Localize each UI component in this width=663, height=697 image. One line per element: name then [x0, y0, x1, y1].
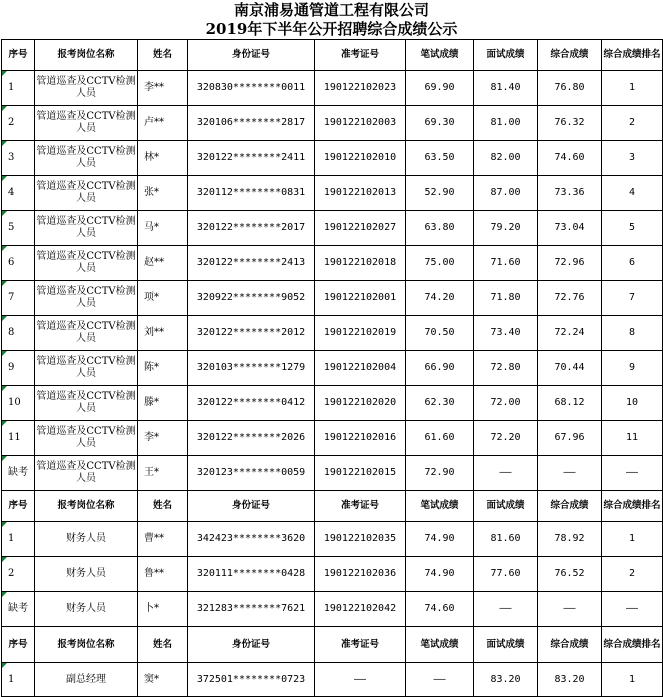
- cell-id-number: 320922********9052: [188, 281, 315, 316]
- cell-id-number: 320123********0059: [188, 456, 315, 491]
- cell-rank: 5: [602, 211, 663, 246]
- cell-interview-score: 72.20: [474, 421, 538, 456]
- cell-position: 管道巡查及CCTV检测人员: [35, 386, 138, 421]
- document-title: [0, 0, 663, 39]
- cell-written-score: 63.50: [406, 141, 474, 176]
- cell-total-score: 76.80: [538, 71, 602, 106]
- cell-id-number: 320830********0011: [188, 71, 315, 106]
- cell-written-score: 74.20: [406, 281, 474, 316]
- cell-total-score: 73.36: [538, 176, 602, 211]
- cell-rank: 11: [602, 421, 663, 456]
- cell-position: 财务人员: [35, 557, 138, 592]
- header-seq: 序号: [2, 40, 35, 71]
- cell-seq: 10: [2, 386, 35, 421]
- cell-interview-score: 79.20: [474, 211, 538, 246]
- cell-rank: 10: [602, 386, 663, 421]
- cell-exam-number: 190122102013: [315, 176, 406, 211]
- cell-name: 窦*: [138, 663, 188, 697]
- cell-exam-number: 190122102004: [315, 351, 406, 386]
- cell-id-number: 320122********2413: [188, 246, 315, 281]
- cell-seq: 7: [2, 281, 35, 316]
- cell-id-number: 320122********2411: [188, 141, 315, 176]
- cell-interview-score: 72.00: [474, 386, 538, 421]
- cell-exam-number: 190122102015: [315, 456, 406, 491]
- table-row: [2, 522, 663, 557]
- table-row: [2, 456, 663, 491]
- cell-written-score: 72.90: [406, 456, 474, 491]
- table-row: [2, 386, 663, 421]
- cell-rank: 2: [602, 106, 663, 141]
- header-position: 报考岗位名称: [35, 40, 138, 71]
- cell-exam-number: 190122102036: [315, 557, 406, 592]
- cell-position: 管道巡查及CCTV检测人员: [35, 141, 138, 176]
- cell-rank: 6: [602, 246, 663, 281]
- cell-total-score: 76.32: [538, 106, 602, 141]
- header-rank: 综合成绩排名: [602, 627, 663, 663]
- cell-position: 管道巡查及CCTV检测人员: [35, 176, 138, 211]
- cell-seq: 1: [2, 522, 35, 557]
- cell-rank: 4: [602, 176, 663, 211]
- cell-id-number: 320106********2817: [188, 106, 315, 141]
- company-name: 南京浦易通管道工程有限公司: [233, 1, 429, 19]
- cell-written-score: 69.30: [406, 106, 474, 141]
- table-header-row: [2, 491, 663, 522]
- cell-exam-number: ——: [315, 663, 406, 697]
- results-table: [1, 39, 663, 697]
- header-name: 姓名: [138, 627, 188, 663]
- cell-seq: 4: [2, 176, 35, 211]
- cell-exam-number: 190122102001: [315, 281, 406, 316]
- cell-exam-number: 190122102018: [315, 246, 406, 281]
- header-position: 报考岗位名称: [35, 491, 138, 522]
- cell-rank: 1: [602, 522, 663, 557]
- cell-written-score: 74.60: [406, 592, 474, 627]
- header-interview-score: 面试成绩: [474, 40, 538, 71]
- header-rank: 综合成绩排名: [602, 491, 663, 522]
- cell-position: 财务人员: [35, 522, 138, 557]
- cell-interview-score: ——: [474, 456, 538, 491]
- cell-total-score: 78.92: [538, 522, 602, 557]
- table-row: [2, 246, 663, 281]
- cell-position: 财务人员: [35, 592, 138, 627]
- header-name: 姓名: [138, 40, 188, 71]
- cell-rank: 3: [602, 141, 663, 176]
- cell-position: 管道巡查及CCTV检测人员: [35, 281, 138, 316]
- cell-name: 王*: [138, 456, 188, 491]
- cell-exam-number: 190122102035: [315, 522, 406, 557]
- cell-rank: ——: [602, 592, 663, 627]
- table-row: [2, 663, 663, 697]
- cell-name: 赵**: [138, 246, 188, 281]
- cell-seq: 5: [2, 211, 35, 246]
- cell-id-number: 372501********0723: [188, 663, 315, 697]
- cell-position: 副总经理: [35, 663, 138, 697]
- cell-written-score: 74.90: [406, 522, 474, 557]
- cell-exam-number: 190122102019: [315, 316, 406, 351]
- header-seq: 序号: [2, 627, 35, 663]
- cell-position: 管道巡查及CCTV检测人员: [35, 211, 138, 246]
- cell-interview-score: 83.20: [474, 663, 538, 697]
- cell-name: 卢**: [138, 106, 188, 141]
- cell-exam-number: 190122102003: [315, 106, 406, 141]
- table-row: [2, 557, 663, 592]
- cell-rank: ——: [602, 456, 663, 491]
- cell-rank: 1: [602, 663, 663, 697]
- cell-position: 管道巡查及CCTV检测人员: [35, 246, 138, 281]
- table-row: [2, 316, 663, 351]
- cell-written-score: 70.50: [406, 316, 474, 351]
- cell-exam-number: 190122102010: [315, 141, 406, 176]
- cell-total-score: 72.24: [538, 316, 602, 351]
- cell-id-number: 342423********3620: [188, 522, 315, 557]
- cell-position: 管道巡查及CCTV检测人员: [35, 351, 138, 386]
- cell-seq: 3: [2, 141, 35, 176]
- cell-seq: 2: [2, 106, 35, 141]
- cell-written-score: 63.80: [406, 211, 474, 246]
- header-rank: 综合成绩排名: [602, 40, 663, 71]
- header-interview-score: 面试成绩: [474, 491, 538, 522]
- cell-name: 鲁**: [138, 557, 188, 592]
- cell-interview-score: 71.60: [474, 246, 538, 281]
- cell-total-score: 70.44: [538, 351, 602, 386]
- cell-interview-score: 82.00: [474, 141, 538, 176]
- header-id-number: 身份证号: [188, 40, 315, 71]
- table-row: [2, 176, 663, 211]
- cell-seq: 6: [2, 246, 35, 281]
- cell-id-number: 320111********0428: [188, 557, 315, 592]
- cell-interview-score: 71.80: [474, 281, 538, 316]
- cell-written-score: 75.00: [406, 246, 474, 281]
- cell-rank: 1: [602, 71, 663, 106]
- cell-exam-number: 190122102023: [315, 71, 406, 106]
- cell-rank: 8: [602, 316, 663, 351]
- header-seq: 序号: [2, 491, 35, 522]
- cell-total-score: 76.52: [538, 557, 602, 592]
- cell-name: 李**: [138, 71, 188, 106]
- cell-total-score: 74.60: [538, 141, 602, 176]
- cell-name: 刘**: [138, 316, 188, 351]
- header-exam-number: 准考证号: [315, 627, 406, 663]
- cell-name: 卜*: [138, 592, 188, 627]
- cell-total-score: 72.76: [538, 281, 602, 316]
- cell-name: 张*: [138, 176, 188, 211]
- cell-name: 林*: [138, 141, 188, 176]
- announcement-title: 2019年下半年公开招聘综合成绩公示: [205, 20, 458, 38]
- table-row: [2, 71, 663, 106]
- cell-exam-number: 190122102020: [315, 386, 406, 421]
- header-id-number: 身份证号: [188, 491, 315, 522]
- header-name: 姓名: [138, 491, 188, 522]
- cell-id-number: 320122********2012: [188, 316, 315, 351]
- table-row: [2, 141, 663, 176]
- cell-exam-number: 190122102027: [315, 211, 406, 246]
- cell-position: 管道巡查及CCTV检测人员: [35, 456, 138, 491]
- cell-rank: 2: [602, 557, 663, 592]
- cell-interview-score: 73.40: [474, 316, 538, 351]
- header-total-score: 综合成绩: [538, 627, 602, 663]
- cell-name: 曹**: [138, 522, 188, 557]
- table-row: [2, 106, 663, 141]
- header-total-score: 综合成绩: [538, 491, 602, 522]
- cell-seq: 缺考: [2, 592, 35, 627]
- cell-written-score: 74.90: [406, 557, 474, 592]
- cell-total-score: ——: [538, 592, 602, 627]
- cell-position: 管道巡查及CCTV检测人员: [35, 316, 138, 351]
- cell-seq: 1: [2, 71, 35, 106]
- cell-id-number: 320112********0831: [188, 176, 315, 211]
- cell-total-score: ——: [538, 456, 602, 491]
- cell-interview-score: 81.00: [474, 106, 538, 141]
- cell-written-score: ——: [406, 663, 474, 697]
- table-header-row: [2, 40, 663, 71]
- table-row: [2, 211, 663, 246]
- cell-id-number: 320103********1279: [188, 351, 315, 386]
- cell-interview-score: 81.60: [474, 522, 538, 557]
- cell-interview-score: 77.60: [474, 557, 538, 592]
- cell-total-score: 72.96: [538, 246, 602, 281]
- header-written-score: 笔试成绩: [406, 627, 474, 663]
- cell-seq: 缺考: [2, 456, 35, 491]
- cell-name: 陈*: [138, 351, 188, 386]
- header-exam-number: 准考证号: [315, 40, 406, 71]
- cell-name: 项*: [138, 281, 188, 316]
- header-position: 报考岗位名称: [35, 627, 138, 663]
- cell-written-score: 66.90: [406, 351, 474, 386]
- cell-id-number: 320122********2017: [188, 211, 315, 246]
- cell-total-score: 67.96: [538, 421, 602, 456]
- cell-interview-score: 72.80: [474, 351, 538, 386]
- cell-total-score: 73.04: [538, 211, 602, 246]
- cell-seq: 8: [2, 316, 35, 351]
- cell-id-number: 320122********2026: [188, 421, 315, 456]
- cell-total-score: 68.12: [538, 386, 602, 421]
- table-row: [2, 421, 663, 456]
- cell-exam-number: 190122102042: [315, 592, 406, 627]
- header-written-score: 笔试成绩: [406, 491, 474, 522]
- cell-position: 管道巡查及CCTV检测人员: [35, 71, 138, 106]
- cell-interview-score: ——: [474, 592, 538, 627]
- table-row: [2, 592, 663, 627]
- table-row: [2, 281, 663, 316]
- cell-rank: 9: [602, 351, 663, 386]
- cell-interview-score: 87.00: [474, 176, 538, 211]
- cell-id-number: 321283********7621: [188, 592, 315, 627]
- cell-written-score: 62.30: [406, 386, 474, 421]
- cell-written-score: 61.60: [406, 421, 474, 456]
- cell-seq: 2: [2, 557, 35, 592]
- header-id-number: 身份证号: [188, 627, 315, 663]
- cell-written-score: 52.90: [406, 176, 474, 211]
- cell-interview-score: 81.40: [474, 71, 538, 106]
- cell-total-score: 83.20: [538, 663, 602, 697]
- cell-seq: 11: [2, 421, 35, 456]
- cell-id-number: 320122********0412: [188, 386, 315, 421]
- table-row: [2, 351, 663, 386]
- header-written-score: 笔试成绩: [406, 40, 474, 71]
- cell-seq: 9: [2, 351, 35, 386]
- cell-exam-number: 190122102016: [315, 421, 406, 456]
- header-interview-score: 面试成绩: [474, 627, 538, 663]
- cell-written-score: 69.90: [406, 71, 474, 106]
- cell-name: 李*: [138, 421, 188, 456]
- cell-rank: 7: [602, 281, 663, 316]
- cell-position: 管道巡查及CCTV检测人员: [35, 421, 138, 456]
- cell-name: 马*: [138, 211, 188, 246]
- header-total-score: 综合成绩: [538, 40, 602, 71]
- cell-seq: 1: [2, 663, 35, 697]
- header-exam-number: 准考证号: [315, 491, 406, 522]
- table-header-row: [2, 627, 663, 663]
- cell-name: 滕*: [138, 386, 188, 421]
- cell-position: 管道巡查及CCTV检测人员: [35, 106, 138, 141]
